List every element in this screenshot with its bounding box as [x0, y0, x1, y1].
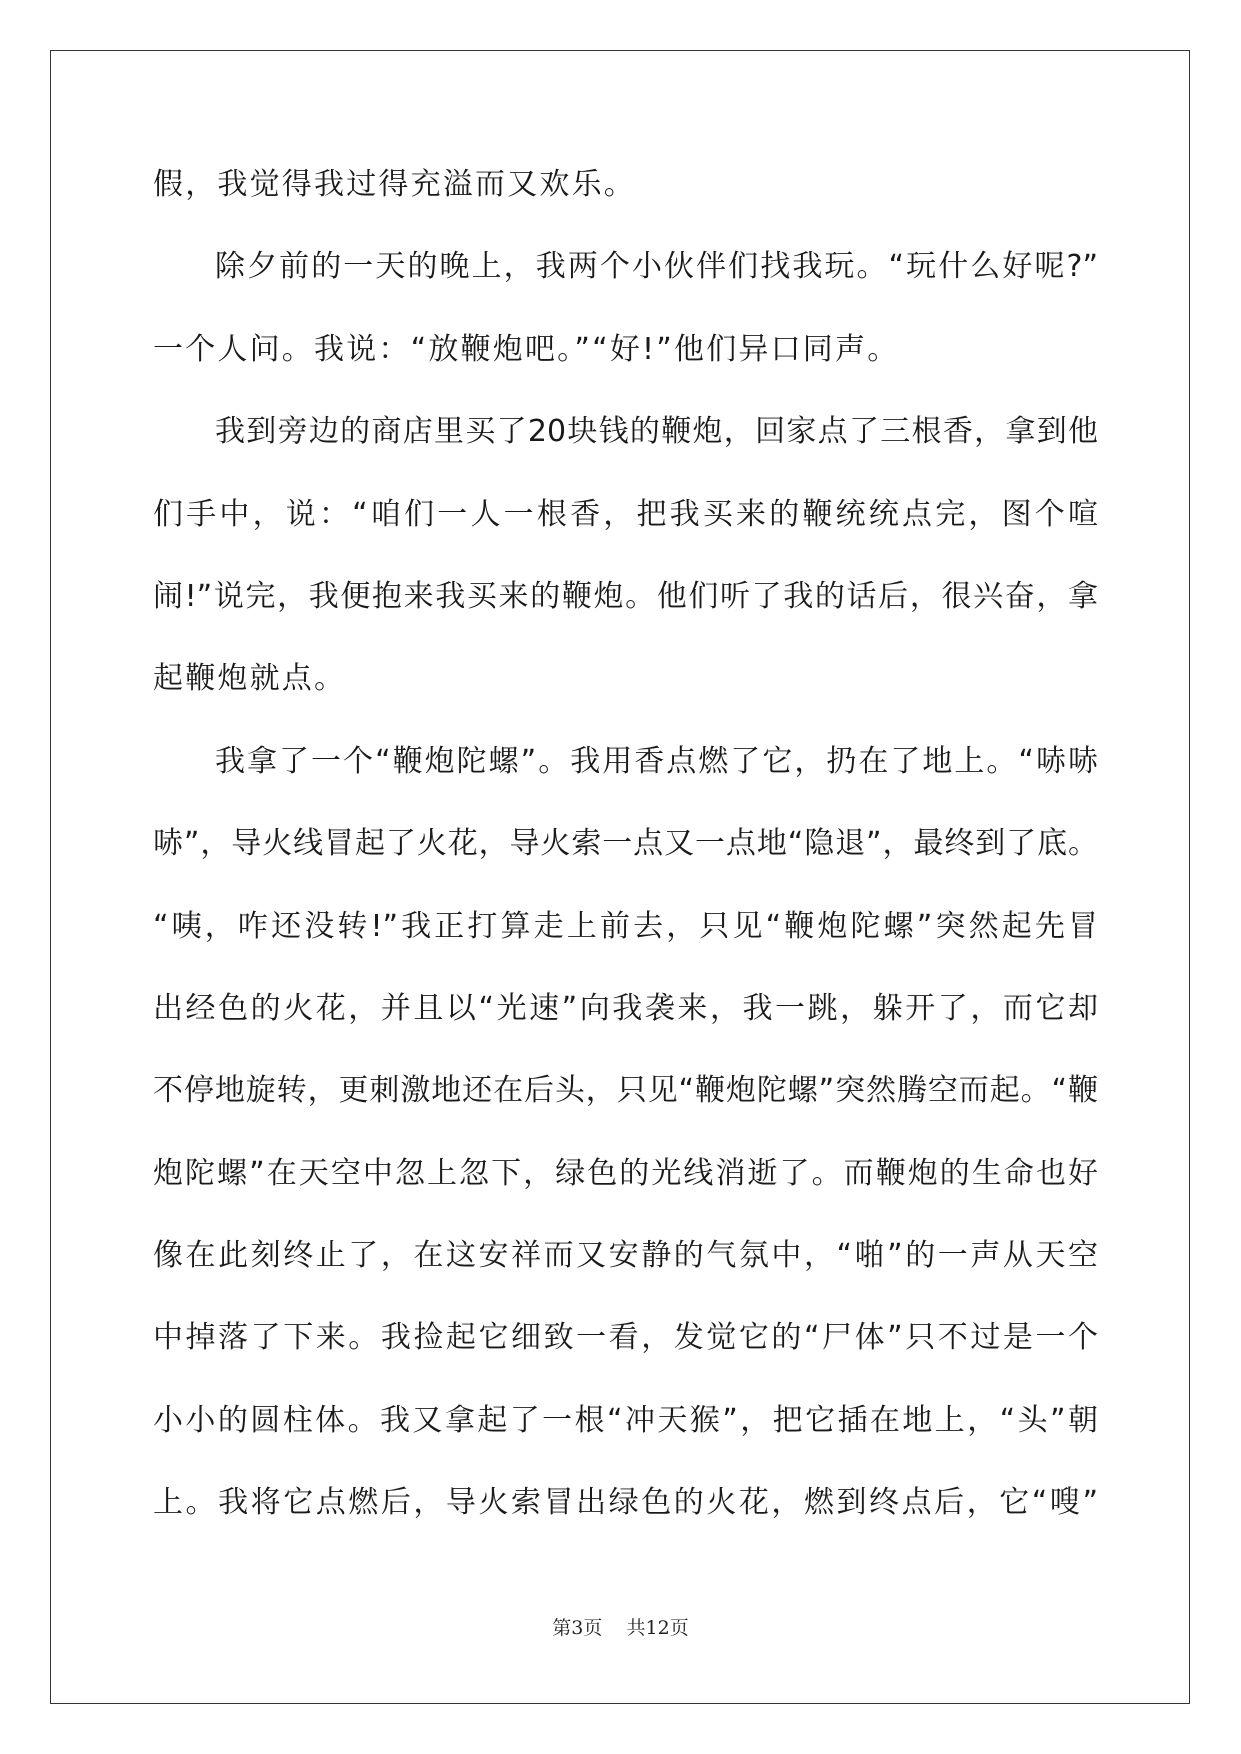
text-line: 们手中，说：“咱们一人一根香，把我买来的鞭统统点完，图个喧	[153, 496, 1098, 532]
text-line: 我到旁边的商店里买了20块钱的鞭炮，回家点了三根香，拿到他	[215, 414, 1098, 450]
text-line: 出经色的火花，并且以“光速”向我袭来，我一跳，躲开了，而它却	[153, 990, 1098, 1026]
text-line: 一个人问。我说：“放鞭炮吧。”“好!”他们异口同声。	[153, 331, 900, 367]
text-line: 不停地旋转，更刺激地还在后头，只见“鞭炮陀螺”突然腾空而起。“鞭	[153, 1073, 1098, 1109]
text-line: 除夕前的一天的晚上，我两个小伙伴们找我玩。“玩什么好呢?”	[215, 249, 1098, 285]
page-footer	[0, 1613, 1241, 1640]
text-line: “咦，咋还没转!”我正打算走上前去，只见“鞭炮陀螺”突然起先冒	[153, 908, 1098, 944]
text-line: 上。我将它点燃后，导火索冒出绿色的火花，燃到终点后，它“嗖”	[153, 1485, 1098, 1521]
text-line: 起鞭炮就点。	[153, 661, 347, 697]
page-number: 第3页 共12页	[552, 1617, 689, 1639]
text-line: 炮陀螺”在天空中忽上忽下，绿色的光线消逝了。而鞭炮的生命也好	[153, 1155, 1098, 1191]
text-line: 像在此刻终止了，在这安祥而又安静的气氛中，“啪”的一声从天空	[153, 1238, 1098, 1274]
text-line: 小小的圆柱体。我又拿起了一根“冲天猴”，把它插在地上，“头”朝	[153, 1402, 1098, 1438]
text-line: 我拿了一个“鞭炮陀螺”。我用香点燃了它，扔在了地上。“哧哧	[215, 743, 1098, 779]
text-line: 中掉落了下来。我捡起它细致一看，发觉它的“尸体”只不过是一个	[153, 1320, 1098, 1356]
text-line: 假，我觉得我过得充溢而又欢乐。	[153, 167, 636, 202]
document-body	[153, 165, 1098, 1566]
text-line: 闹!”说完，我便抱来我买来的鞭炮。他们听了我的话后，很兴奋，拿	[153, 578, 1098, 614]
text-line: 哧”，导火线冒起了火花，导火索一点又一点地“隐退”，最终到了底。	[153, 826, 1098, 862]
